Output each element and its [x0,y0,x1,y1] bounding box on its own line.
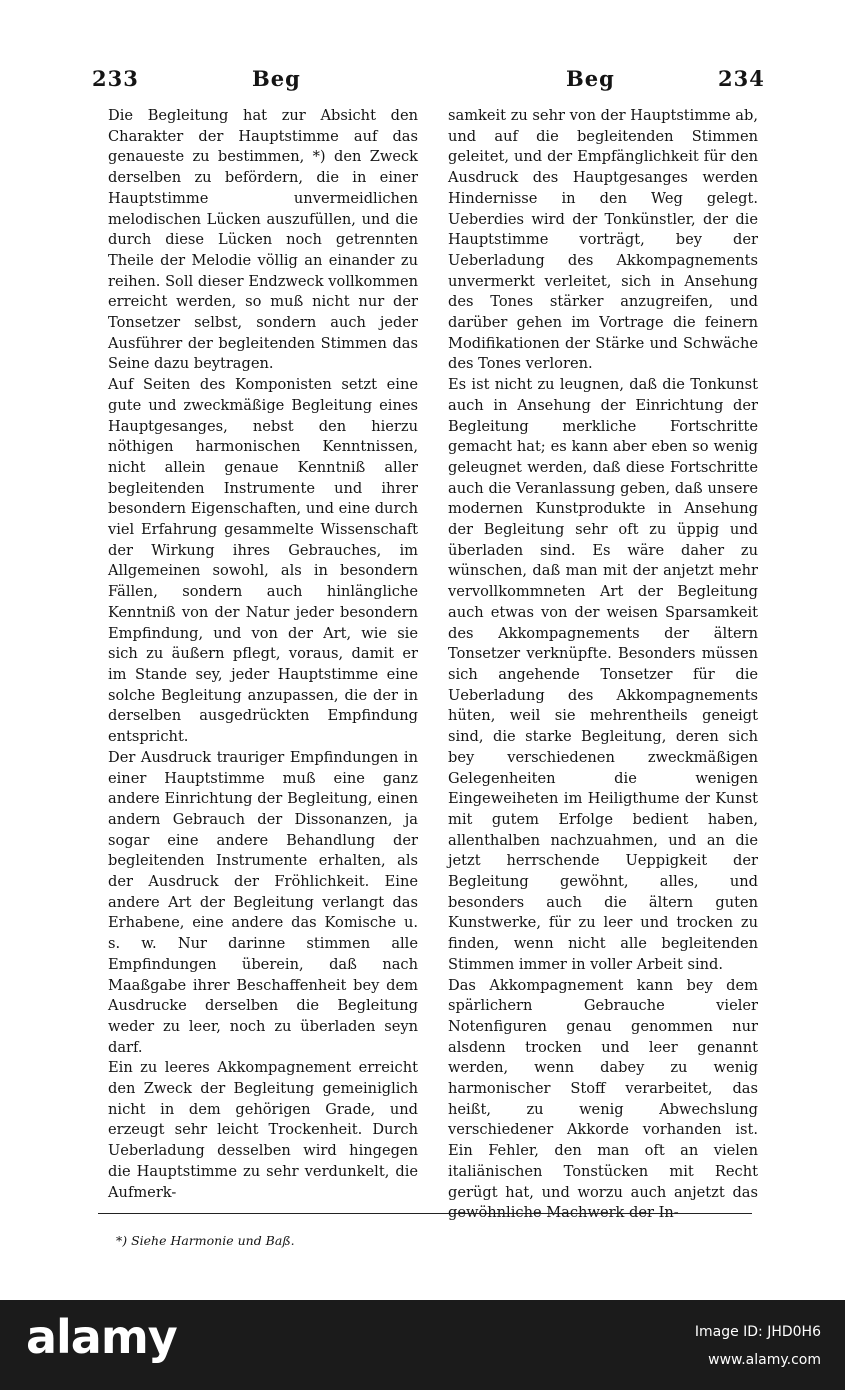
left-headword: Beg [252,66,301,91]
alamy-logo: alamy [26,1310,177,1364]
stock-watermark-banner [0,1300,845,1390]
left-page-number: 233 [92,66,139,91]
banner-meta [695,1318,821,1374]
left-column [108,106,418,1203]
right-headword: Beg [566,66,615,91]
right-paragraph-1: samkeit zu sehr von der Hauptstimme ab, und auf die begleitenden Stimmen geleitet, und der Empfänglichkeit für den Ausdruck des Hauptgesanges werden Hindernisse in den Weg gelegt. Ueberdies wird der Tonkünstler, der die Hauptstimme vorträgt, bey der Ueberladung des Akkompagnements unvermerkt verleitet, sich in Ansehung des Tones stärker anzugreifen, und darüber gehen im Vortrage die feinern Modifikationen der Stärke und Schwäche des Tones verloren. [448,107,758,373]
site-url: www.alamy.com [708,1352,821,1368]
right-paragraph-3: Das Akkompagnement kann bey dem spärlichern Gebrauche vieler Notenfiguren genau genommen nur alsdenn trocken und leer genannt werden, wenn dabey zu wenig harmonischer Stoff verarbeitet, das heißt, zu wenig Abwechslung verschiedener Akkorde vorhanden ist. Ein Fehler, den man oft an vielen italiänischen Tonstücken mit Recht gerügt hat, und worzu auch anjetzt das gewöhnliche Machwerk der In- [448,976,758,1222]
left-paragraph-3: Der Ausdruck trauriger Empfindungen in einer Hauptstimme muß eine ganz andere Einrichtung der Begleitung, einen andern Gebrauch der Dissonanzen, ja sogar eine andere Behandlung der begleitenden Instrumente erhalten, als der Ausdruck der Fröhlichkeit. Eine andere Art der Begleitung verlangt das Erhabene, eine andere das Komische u. s. w. Nur darinne stimmen alle Empfindungen überein, daß nach Maaßgabe ihrer Beschaffenheit bey dem Ausdrucke derselben die Begleitung weder zu leer, noch zu überladen seyn darf. [108,748,418,1056]
right-column [448,106,758,1224]
left-paragraph-2: Auf Seiten des Komponisten setzt eine gute und zweckmäßige Begleitung eines Hauptgesanges, nebst den hierzu nöthigen harmonischen Kenntnissen, nicht allein genaue Kenntniß aller begleitenden Instrumente und ihrer besondern Eigenschaften, und eine durch viel Erfahrung gesammelte Wissenschaft der Wirkung ihres Gebrauches, im Allgemeinen sowohl, als in besondern Fällen, sondern auch hinlängliche Kenntniß von der Natur jeder besondern Empfindung, und von der Art, wie sie sich zu äußern pflegt, voraus, damit er im Stande sey, jeder Hauptstimme eine solche Begleitung anzupassen, die der in derselben ausgedrückten Empfindung entspricht. [108,376,418,746]
left-paragraph-4: Ein zu leeres Akkompagnement erreicht den Zweck der Begleitung gemeiniglich nicht in dem gehörigen Grade, und erzeugt sehr leicht Trockenheit. Durch Ueberladung desselben wird hingegen die Hauptstimme zu sehr verdunkelt, die Aufmerk- [108,1059,418,1201]
image-id: Image ID: JHD0H6 [694,1324,821,1340]
right-paragraph-2: Es ist nicht zu leugnen, daß die Tonkunst auch in Ansehung der Einrichtung der Begleitung merkliche Fortschritte gemacht hat; es kann aber eben so wenig geleugnet werden, daß diese Fortschritte auch die Veranlassung geben, daß unsere modernen Kunstprodukte in Ansehung der Begleitung sehr oft zu üppig und überladen sind. Es wäre daher zu wünschen, daß man mit der anjetzt mehr vervollkommneten Art der Begleitung auch etwas von der weisen Sparsamkeit des Akkompagnements der ältern Tonsetzer verknüpfte. Besonders müssen sich angehende Tonsetzer für die Ueberladung des Akkompagnements hüten, weil sie mehrentheils geneigt sind, die starke Begleitung, deren sich bey verschiedenen zweckmäßigen Gelegenheiten die wenigen Eingeweiheten im Heiligthume der Kunst mit gutem Erfolge bedient haben, allenthalben nachzuahmen, und an die jetzt herrschende Ueppigkeit der Begleitung gewöhnt, alles, und besonders auch die ältern guten Kunstwerke, für zu leer und trocken zu finden, wenn nicht alle begleitenden Stimmen immer in voller Arbeit sind. [448,376,758,973]
right-page-number: 234 [718,66,765,91]
left-paragraph-1: Die Begleitung hat zur Absicht den Charakter der Hauptstimme auf das genaueste zu bestimmen, *) den Zweck derselben zu befördern, die in einer Hauptstimme unvermeidlichen melodischen Lücken auszufüllen, und die durch diese Lücken noch getrennten Theile der Melodie völlig an einander zu reihen. Soll dieser Endzweck vollkommen erreicht werden, so muß nicht nur der Tonsetzer selbst, sondern auch jeder Ausführer der begleitenden Stimmen das Seine dazu beytragen. [108,107,418,373]
footnote: *) Siehe Harmonie und Baß. [116,1233,295,1248]
footnote-divider [98,1213,752,1214]
